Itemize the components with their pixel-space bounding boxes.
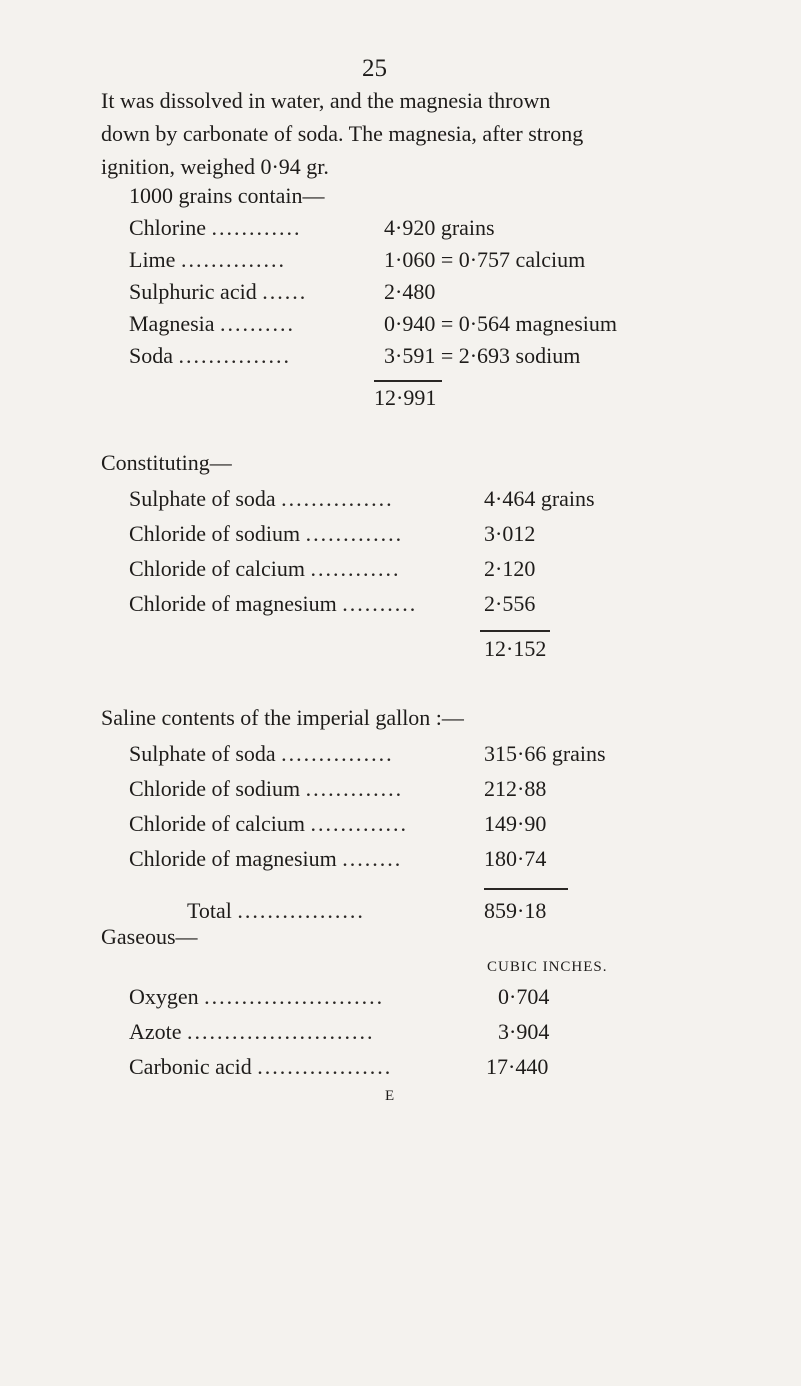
row-value: 3·591 = 2·693 sodium: [384, 343, 581, 368]
leader-dots: ............: [211, 215, 302, 240]
leader-dots: ............: [310, 556, 401, 581]
row-label: Oxygen: [129, 984, 199, 1009]
row-value: 212·88: [484, 776, 547, 801]
gaseous-heading: Gaseous—: [101, 924, 198, 949]
leader-dots: ..............: [180, 247, 286, 272]
intro-paragraph: [101, 84, 661, 183]
paragraph-line: ignition, weighed 0·94 gr.: [101, 154, 329, 179]
paragraph-line: down by carbonate of soda. The magnesia, after strong: [101, 121, 584, 146]
sum-rule: [374, 380, 442, 382]
analysis-row: [129, 247, 286, 273]
leader-dots: ...............: [281, 741, 394, 766]
sum-rule: [480, 630, 550, 632]
analysis-row: [129, 215, 302, 241]
leader-dots: .........................: [187, 1019, 375, 1044]
leader-dots: .............: [305, 776, 404, 801]
row-value: 180·74: [484, 846, 547, 871]
analysis-row: [129, 343, 291, 369]
row-value: 1·060 = 0·757 calcium: [384, 247, 586, 272]
row-label: Sulphate of soda: [129, 741, 276, 766]
row-label: Chlorine: [129, 215, 206, 240]
leader-dots: .............: [305, 521, 404, 546]
unit-label: CUBIC INCHES.: [487, 959, 608, 975]
row-value: 4·920 grains: [384, 215, 495, 240]
row-value: 2·556: [484, 591, 536, 616]
page-number: 25: [362, 55, 387, 82]
leader-dots: .................: [237, 898, 365, 923]
leader-dots: ..........: [220, 311, 296, 336]
leader-dots: .............: [310, 811, 408, 836]
row-value: 3·012: [484, 521, 536, 546]
row-label: Chloride of sodium: [129, 521, 301, 546]
leader-dots: ........: [342, 846, 403, 871]
constituting-total: 12·152: [484, 636, 547, 661]
constituting-row: [129, 591, 417, 617]
constituting-row: [129, 486, 394, 512]
row-label: Chloride of magnesium: [129, 846, 337, 871]
row-value: 149·90: [484, 811, 547, 836]
row-value: 315·66 grains: [484, 741, 606, 766]
analysis-total: 12·991: [374, 385, 437, 410]
row-value: 0·704: [498, 984, 550, 1009]
row-value: 4·464 grains: [484, 486, 595, 511]
row-label: Azote: [129, 1019, 182, 1044]
leader-dots: ..................: [257, 1054, 393, 1079]
leader-dots: ......: [262, 279, 308, 304]
saline-row: [129, 846, 402, 872]
row-value: 17·440: [486, 1054, 549, 1079]
analysis-row: [129, 311, 295, 337]
gaseous-row: [129, 1054, 392, 1080]
row-label: Chloride of calcium: [129, 811, 305, 836]
paragraph-line: It was dissolved in water, and the magnesia thrown: [101, 88, 551, 113]
gaseous-row: [129, 984, 384, 1010]
sum-rule: [484, 888, 568, 890]
row-label: Chloride of sodium: [129, 776, 301, 801]
constituting-row: [129, 521, 403, 547]
analysis-row: [129, 279, 307, 305]
leader-dots: ..........: [342, 591, 418, 616]
gaseous-row: [129, 1019, 375, 1045]
row-label: Lime: [129, 247, 176, 272]
row-label: Carbonic acid: [129, 1054, 252, 1079]
row-label: Sulphate of soda: [129, 486, 276, 511]
saline-total-row: [187, 898, 365, 924]
row-value: 2·120: [484, 556, 536, 581]
analysis-heading: 1000 grains contain—: [129, 183, 325, 208]
leader-dots: ...............: [281, 486, 394, 511]
signature-mark: E: [385, 1088, 395, 1104]
constituting-row: [129, 556, 400, 582]
row-label: Sulphuric acid: [129, 279, 257, 304]
row-value: 2·480: [384, 279, 436, 304]
row-label: Chloride of magnesium: [129, 591, 337, 616]
saline-total: 859·18: [484, 898, 547, 923]
row-label: Magnesia: [129, 311, 215, 336]
leader-dots: ........................: [204, 984, 385, 1009]
saline-row: [129, 741, 394, 767]
saline-heading: Saline contents of the imperial gallon :—: [101, 705, 464, 730]
total-label: Total: [187, 898, 232, 923]
saline-row: [129, 811, 408, 837]
row-value: 3·904: [498, 1019, 550, 1044]
row-value: 0·940 = 0·564 magnesium: [384, 311, 617, 336]
row-label: Chloride of calcium: [129, 556, 305, 581]
row-label: Soda: [129, 343, 173, 368]
saline-row: [129, 776, 403, 802]
leader-dots: ...............: [178, 343, 291, 368]
constituting-heading: Constituting—: [101, 450, 232, 475]
